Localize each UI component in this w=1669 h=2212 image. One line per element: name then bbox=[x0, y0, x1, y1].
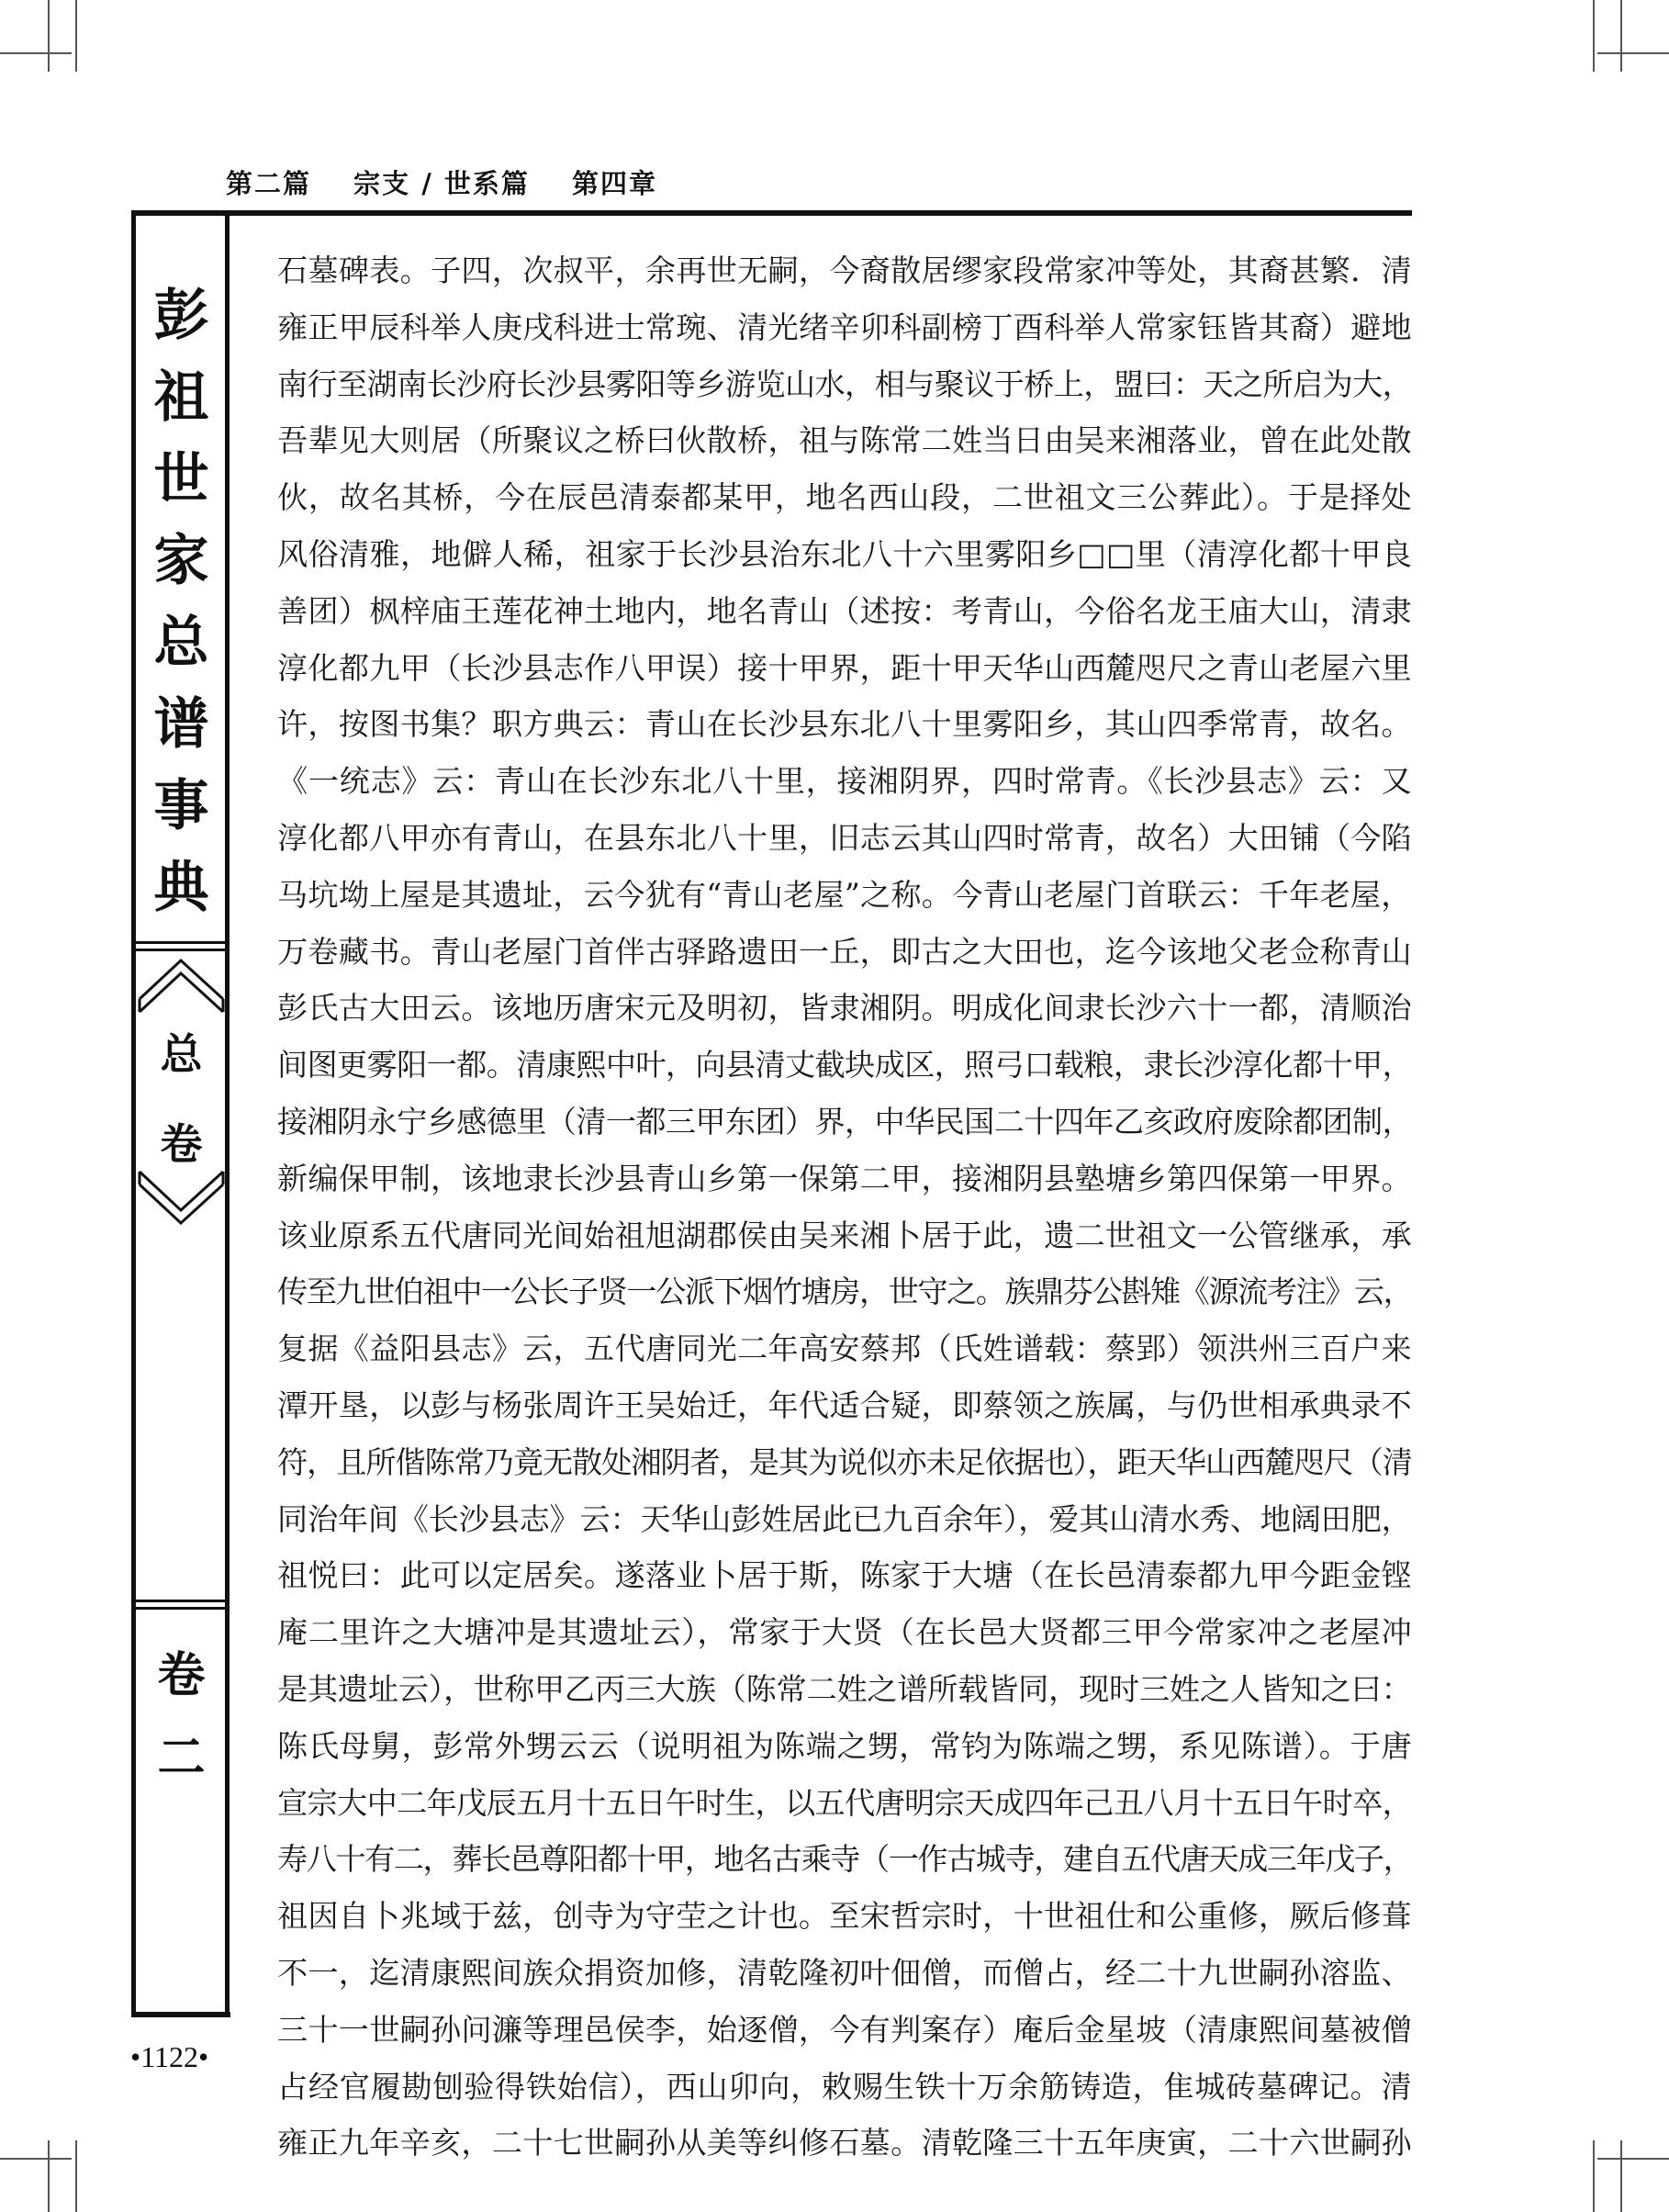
side-divider bbox=[136, 1607, 225, 1610]
text-line: 祖悦曰：此可以定居矣。遂落业卜居于斯，陈家于大塘（在长邑清泰都九甲今距金铿 bbox=[277, 1557, 1412, 1594]
text-line: 三十一世嗣孙问濂等理邑侯李，始逐僧，今有判案存）庵后金星坡（清康熙间墓被僧 bbox=[277, 2011, 1412, 2048]
text-line: 寿八十有二，葬长邑尊阳都十甲，地名古乘寺（一作古城寺，建自五代唐天成三年戊子， bbox=[277, 1841, 1413, 1878]
text-line: 《一统志》云：青山在长沙东北八十里，接湘阴界，四时常青。《长沙县志》云：又 bbox=[277, 763, 1413, 800]
text-line: 淳化都八甲亦有青山，在县东北八十里，旧志云其山四时常青，故名）大田铺（今陷 bbox=[277, 819, 1412, 856]
text-line: 接湘阴永宁乡感德里（清一都三甲东团）界，中华民国二十四年乙亥政府废除都团制， bbox=[277, 1103, 1413, 1140]
side-divider bbox=[136, 1600, 225, 1602]
running-header bbox=[226, 163, 689, 201]
volume-char: 卷 bbox=[157, 1648, 206, 1703]
top-rule bbox=[131, 210, 1412, 216]
book-title-char: 家 bbox=[153, 529, 209, 593]
text-line: 许，按图书集？职方典云：青山在长沙县东北八十里雾阳乡，其山四季常青，故名。 bbox=[277, 706, 1412, 743]
volume-char: 二 bbox=[157, 1731, 206, 1786]
text-line: 淳化都九甲（长沙县志作八甲误）接十甲界，距十甲天华山西麓咫尺之青山老屋六里 bbox=[277, 649, 1412, 686]
text-line: 宣宗大中二年戊辰五月十五日午时生，以五代唐明宗天成四年己丑八月十五日午时卒， bbox=[277, 1784, 1413, 1821]
volume-label bbox=[142, 1634, 220, 1800]
text-line: 善团）枫梓庙王莲花神土地内，地名青山（述按：考青山，今俗名龙王庙大山，清隶 bbox=[277, 592, 1412, 629]
text-line: 雍正甲辰科举人庚戌科进士常琬、清光绪辛卯科副榜丁酉科举人常家钰皆其裔）避地 bbox=[277, 309, 1412, 345]
text-line: 吾辈见大则居（所聚议之桥曰伙散桥，祖与陈常二姓当日由吴来湘落业，曾在此处散 bbox=[277, 422, 1412, 459]
side-divider bbox=[136, 949, 225, 951]
crop-mark bbox=[48, 2140, 50, 2212]
body-text bbox=[277, 242, 1412, 2172]
crop-mark bbox=[1620, 2140, 1622, 2212]
crop-mark bbox=[0, 2158, 72, 2160]
crop-mark bbox=[48, 0, 50, 72]
badge-char: 总 bbox=[160, 1029, 203, 1079]
header-part: 第二篇 bbox=[226, 168, 312, 199]
book-title-char: 世 bbox=[153, 447, 209, 511]
text-line: 石墓碑表。子四，次叔平，余再世无嗣，今裔散居缪家段常家冲等处，其裔甚繁．清 bbox=[277, 253, 1412, 288]
text-line: 雍正九年辛亥，二十七世嗣孙从美等纠修石墓。清乾隆三十五年庚寅，二十六世嗣孙 bbox=[277, 2125, 1412, 2161]
crop-mark bbox=[1597, 2158, 1669, 2160]
text-line: 同治年间《长沙县志》云：天华山彭姓居此已九百余年），爱其山清水秀、地阔田肥， bbox=[277, 1500, 1412, 1537]
bottom-rule bbox=[131, 2012, 230, 2017]
book-title-char: 总 bbox=[153, 611, 209, 675]
side-border-right bbox=[225, 210, 230, 2017]
text-line: 祖因自卜兆域于兹，创寺为守茔之计也。至宋哲宗时，十世祖仕和公重修，厥后修葺 bbox=[277, 1898, 1412, 1935]
text-line: 马坑坳上屋是其遗址，云今犹有“青山老屋”之称。今青山老屋门首联云：千年老屋， bbox=[277, 876, 1412, 913]
book-title-char: 彭 bbox=[153, 284, 209, 348]
book-title-char: 祖 bbox=[153, 365, 209, 430]
book-title-char: 典 bbox=[153, 856, 209, 920]
crop-mark bbox=[75, 2140, 77, 2212]
text-line: 庵二里许之大塘冲是其遗址云），常家于大贤（在长邑大贤都三甲今常家冲之老屋冲 bbox=[277, 1614, 1413, 1651]
crop-mark bbox=[0, 52, 72, 54]
book-title-char: 事 bbox=[153, 774, 209, 838]
crop-mark bbox=[1593, 0, 1595, 72]
crop-mark bbox=[1620, 0, 1622, 72]
text-line: 占经官履勘刨验得铁始信），西山卯向，敕赐生铁十万余筋铸造，隹城砖墓碑记。清 bbox=[277, 2068, 1413, 2105]
side-border-left bbox=[131, 210, 136, 2017]
text-line: 该业原系五代唐同光间始祖旭湖郡侯由吴来湘卜居于此，遗二世祖文一公管继承，承 bbox=[277, 1217, 1412, 1253]
book-title-char: 谱 bbox=[153, 692, 209, 757]
text-line: 南行至湖南长沙府长沙县雾阳等乡游览山水，相与聚议于桥上，盟曰：天之所启为大， bbox=[277, 365, 1413, 402]
text-line: 传至九世伯祖中一公长子贤一公派下烟竹塘房，世守之。族鼎芬公斟雉《源流考注》云， bbox=[277, 1274, 1413, 1310]
text-line: 符，且所偕陈常乃竟无散处湘阴者，是其为说似亦未足依据也），距天华山西麓咫尺（清 bbox=[277, 1443, 1412, 1480]
badge-char: 卷 bbox=[160, 1119, 203, 1169]
text-line: 陈氏母舅，彭常外甥云云（说明祖为陈端之甥，常钧为陈端之甥，系见陈谱）。于唐 bbox=[277, 1727, 1413, 1764]
text-line: 彭氏古大田云。该地历唐宋元及明初，皆隶湘阴。明成化间隶长沙六十一都，清顺治 bbox=[277, 990, 1412, 1027]
volume-badge-frame bbox=[138, 955, 225, 1230]
page-number: •1122• bbox=[130, 2040, 209, 2073]
text-line: 新编保甲制，该地隶长沙县青山乡第一保第二甲，接湘阴县塾塘乡第四保第一甲界。 bbox=[277, 1160, 1412, 1196]
crop-mark bbox=[75, 0, 77, 72]
header-section: 宗支 / 世系篇 bbox=[353, 168, 530, 199]
text-line: 伙，故名其桥，今在辰邑清泰都某甲，地名西山段，二世祖文三公葬此）。于是择处 bbox=[277, 479, 1413, 516]
text-line: 是其遗址云），世称甲乙丙三大族（陈常二姓之谱所载皆同，现时三姓之人皆知之曰： bbox=[277, 1670, 1412, 1707]
text-line: 潭开垦，以彭与杨张周许王吴始迁，年代适合疑，即蔡领之族属，与仍世相承典录不 bbox=[277, 1387, 1412, 1423]
crop-mark bbox=[1593, 2140, 1595, 2212]
crop-mark bbox=[1597, 52, 1669, 54]
book-title-vertical bbox=[142, 275, 220, 929]
text-line: 万卷藏书。青山老屋门首伴古驿路遗田一丘，即古之大田也，迄今该地父老佥称青山 bbox=[277, 933, 1412, 970]
side-divider bbox=[136, 941, 225, 944]
text-line: 间图更雾阳一都。清康熙中叶，向县清丈截块成区，照弓口载粮，隶长沙淳化都十甲， bbox=[277, 1047, 1413, 1084]
text-line: 风俗清雅，地僻人稀，祖家于长沙县治东北八十六里雾阳乡□□里（清淳化都十甲良 bbox=[277, 535, 1413, 572]
text-line: 不一，迄清康熙间族众捐资加修，清乾隆初叶佃僧，而僧占，经二十九世嗣孙溶监、 bbox=[277, 1954, 1412, 1991]
header-chapter: 第四章 bbox=[572, 168, 658, 199]
text-line: 复据《益阳县志》云，五代唐同光二年高安蔡邦（氏姓谱载：蔡郢）领洪州三百户来 bbox=[277, 1331, 1412, 1367]
